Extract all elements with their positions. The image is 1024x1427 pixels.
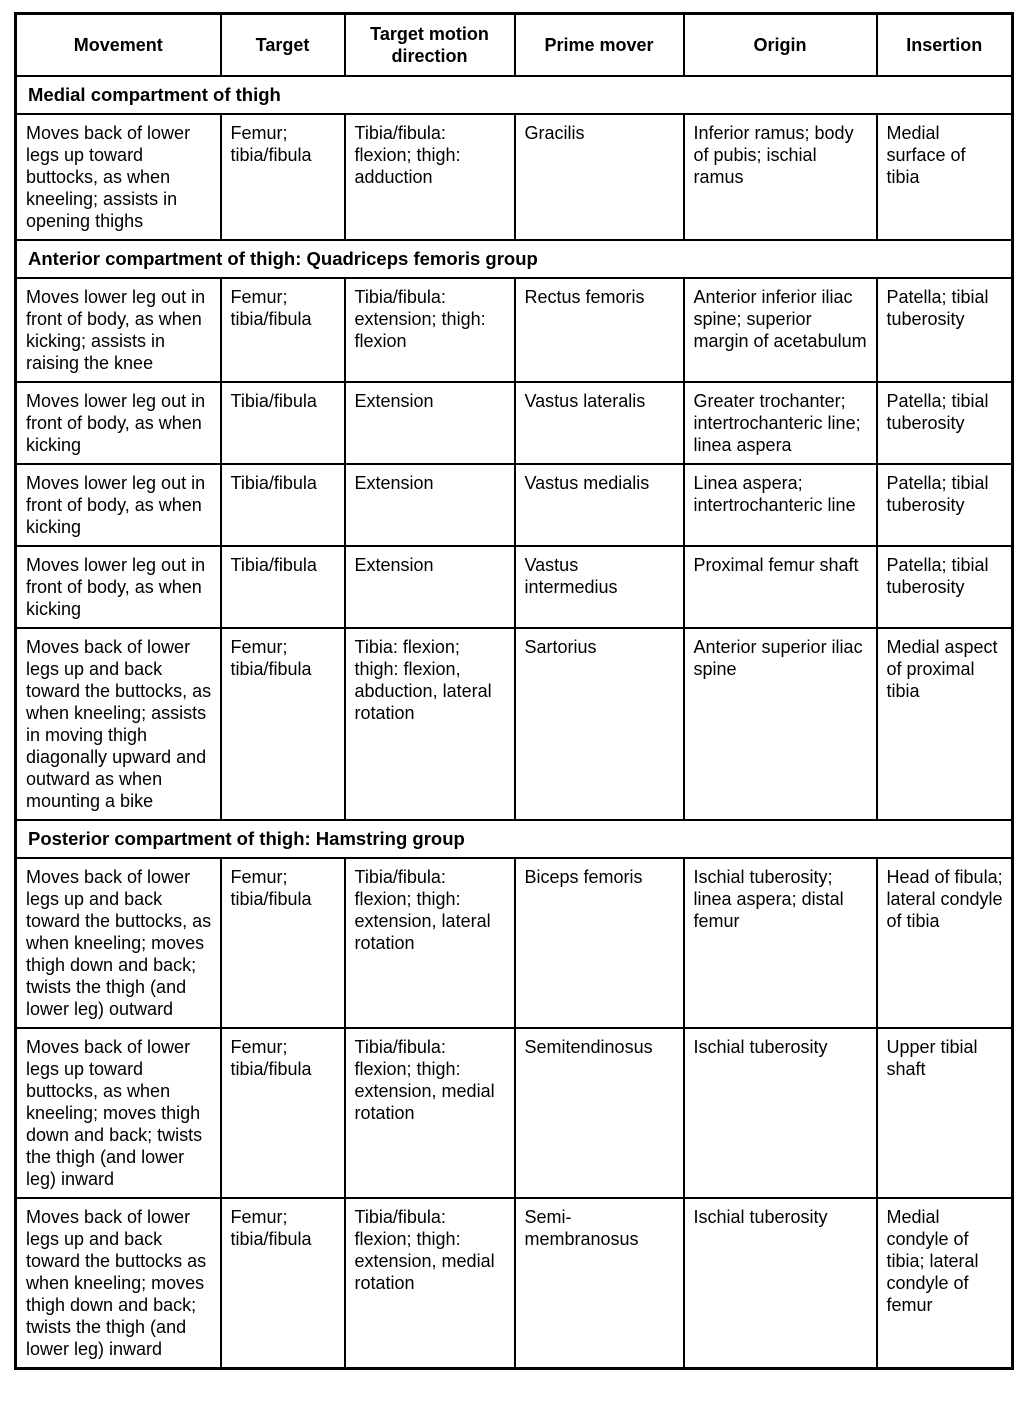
table-row [16,1028,1013,1198]
cell-prime-mover: Gracilis [515,114,684,240]
column-header: Target [221,14,345,77]
section-title: Anterior compartment of thigh: Quadriceps femoris group [16,240,1013,278]
cell-prime-mover: Sartorius [515,628,684,820]
cell-target-motion-direction: Extension [345,546,515,628]
cell-prime-mover: Semitendinosus [515,1028,684,1198]
table-row [16,382,1013,464]
cell-prime-mover: Semi-membranosus [515,1198,684,1369]
table-row [16,1198,1013,1369]
table-header [16,14,1013,77]
cell-insertion: Upper tibial shaft [877,1028,1013,1198]
section-header-row [16,240,1013,278]
cell-target: Femur; tibia/fibula [221,114,345,240]
table-row [16,464,1013,546]
cell-prime-mover: Vastus medialis [515,464,684,546]
cell-insertion: Medial aspect of proximal tibia [877,628,1013,820]
cell-target-motion-direction: Tibia/fibula: flexion; thigh: extension, lateral rotation [345,858,515,1028]
cell-target: Femur; tibia/fibula [221,1028,345,1198]
cell-target-motion-direction: Extension [345,382,515,464]
cell-target: Tibia/fibula [221,382,345,464]
cell-origin: Ischial tuberosity [684,1198,877,1369]
cell-movement: Moves back of lower legs up toward buttocks, as when kneeling; assists in opening thighs [16,114,221,240]
cell-movement: Moves lower leg out in front of body, as when kicking [16,464,221,546]
cell-prime-mover: Vastus intermedius [515,546,684,628]
table-row [16,546,1013,628]
column-header: Movement [16,14,221,77]
table-body [16,76,1013,1369]
cell-origin: Greater trochanter; intertrochanteric line; linea aspera [684,382,877,464]
table-row [16,114,1013,240]
cell-insertion: Patella; tibial tuberosity [877,382,1013,464]
thigh-muscles-table [14,12,1014,1370]
cell-movement: Moves lower leg out in front of body, as when kicking [16,546,221,628]
cell-movement: Moves back of lower legs up and back toward the buttocks as when kneeling; moves thigh down and back; twists the thigh (and lower leg) inward [16,1198,221,1369]
cell-origin: Ischial tuberosity; linea aspera; distal femur [684,858,877,1028]
table-row [16,278,1013,382]
cell-insertion: Medial surface of tibia [877,114,1013,240]
cell-movement: Moves back of lower legs up toward buttocks, as when kneeling; moves thigh down and back; twists the thigh (and lower leg) inward [16,1028,221,1198]
column-header: Origin [684,14,877,77]
section-title: Posterior compartment of thigh: Hamstring group [16,820,1013,858]
cell-target-motion-direction: Tibia: flexion; thigh: flexion, abduction, lateral rotation [345,628,515,820]
cell-origin: Inferior ramus; body of pubis; ischial ramus [684,114,877,240]
cell-origin: Anterior inferior iliac spine; superior margin of acetabulum [684,278,877,382]
section-header-row [16,820,1013,858]
cell-insertion: Patella; tibial tuberosity [877,546,1013,628]
cell-prime-mover: Rectus femoris [515,278,684,382]
cell-target-motion-direction: Tibia/fibula: flexion; thigh: extension, medial rotation [345,1198,515,1369]
cell-target-motion-direction: Tibia/fibula: flexion; thigh: adduction [345,114,515,240]
cell-target-motion-direction: Extension [345,464,515,546]
header-row [16,14,1013,77]
cell-movement: Moves back of lower legs up and back toward the buttocks, as when kneeling; assists in moving thigh diagonally upward and outward as when mounting a bike [16,628,221,820]
column-header: Insertion [877,14,1013,77]
cell-insertion: Medial condyle of tibia; lateral condyle of femur [877,1198,1013,1369]
cell-origin: Anterior superior iliac spine [684,628,877,820]
cell-target-motion-direction: Tibia/fibula: flexion; thigh: extension, medial rotation [345,1028,515,1198]
cell-movement: Moves back of lower legs up and back toward the buttocks, as when kneeling; moves thigh down and back; twists the thigh (and lower leg) outward [16,858,221,1028]
table-row [16,858,1013,1028]
cell-target: Tibia/fibula [221,546,345,628]
cell-origin: Proximal femur shaft [684,546,877,628]
cell-target: Femur; tibia/fibula [221,628,345,820]
cell-prime-mover: Biceps femoris [515,858,684,1028]
cell-insertion: Patella; tibial tuberosity [877,278,1013,382]
cell-origin: Ischial tuberosity [684,1028,877,1198]
cell-movement: Moves lower leg out in front of body, as when kicking [16,382,221,464]
cell-target: Femur; tibia/fibula [221,278,345,382]
cell-origin: Linea aspera; intertrochanteric line [684,464,877,546]
cell-prime-mover: Vastus lateralis [515,382,684,464]
section-title: Medial compartment of thigh [16,76,1013,114]
cell-insertion: Patella; tibial tuberosity [877,464,1013,546]
cell-target: Femur; tibia/fibula [221,858,345,1028]
section-header-row [16,76,1013,114]
column-header: Target motion direction [345,14,515,77]
cell-movement: Moves lower leg out in front of body, as when kicking; assists in raising the knee [16,278,221,382]
cell-target-motion-direction: Tibia/fibula: extension; thigh: flexion [345,278,515,382]
cell-target: Femur; tibia/fibula [221,1198,345,1369]
column-header: Prime mover [515,14,684,77]
table-row [16,628,1013,820]
cell-insertion: Head of fibula; lateral condyle of tibia [877,858,1013,1028]
cell-target: Tibia/fibula [221,464,345,546]
